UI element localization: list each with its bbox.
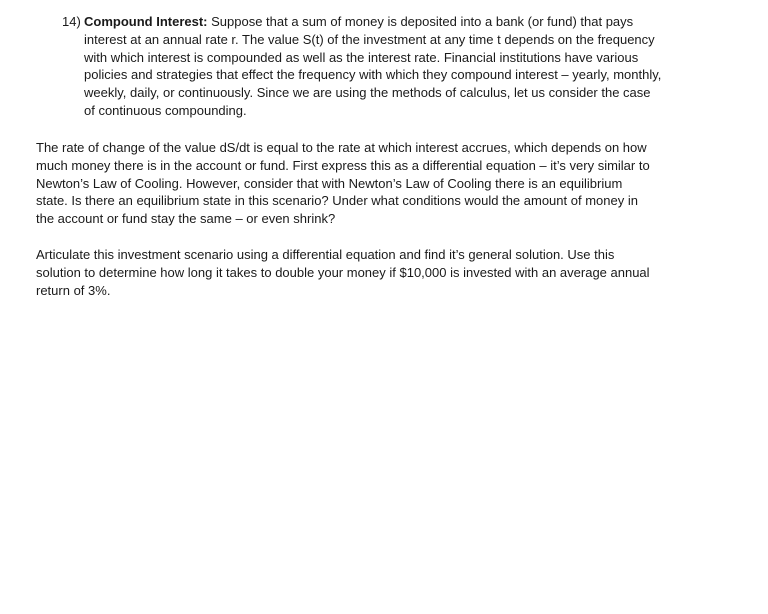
problem-title: Compound Interest: — [84, 14, 208, 29]
paragraph-task: Articulate this investment scenario using a differential equation and find it’s general solution. Use this solution to determine how long it takes to double your money if $10,000 is invested with an average annual return of 3%. — [36, 247, 650, 298]
paragraph-rate-of-change: The rate of change of the value dS/dt is equal to the rate at which interest accrues, which depends on how much money there is in the account or fund. First express this as a differential equation – it’s very similar to Newton’s Law of Cooling. However, consider that with Newton’s Law of Cooling there is an equilibrium state. Is there an equilibrium state in this scenario? Under what conditions would the amount of money in the account or fund stay the same – or even shrink? — [36, 140, 650, 227]
problem-text: Suppose that a sum of money is deposited into a bank (or fund) that pays interest at an annual rate r. The value S(t) of the investment at any time t depends on the frequency with which interest is compounded as well as the interest rate. Financial institutions have various policies and strategies that effect the frequency with which they compound interest – yearly, monthly, weekly, daily, or continuously. Since we are using the methods of calculus, let us consider the case of continuous compounding. — [84, 14, 662, 118]
problem-14 — [62, 13, 662, 120]
problem-body — [84, 13, 662, 120]
problem-number: 14) — [62, 14, 81, 29]
